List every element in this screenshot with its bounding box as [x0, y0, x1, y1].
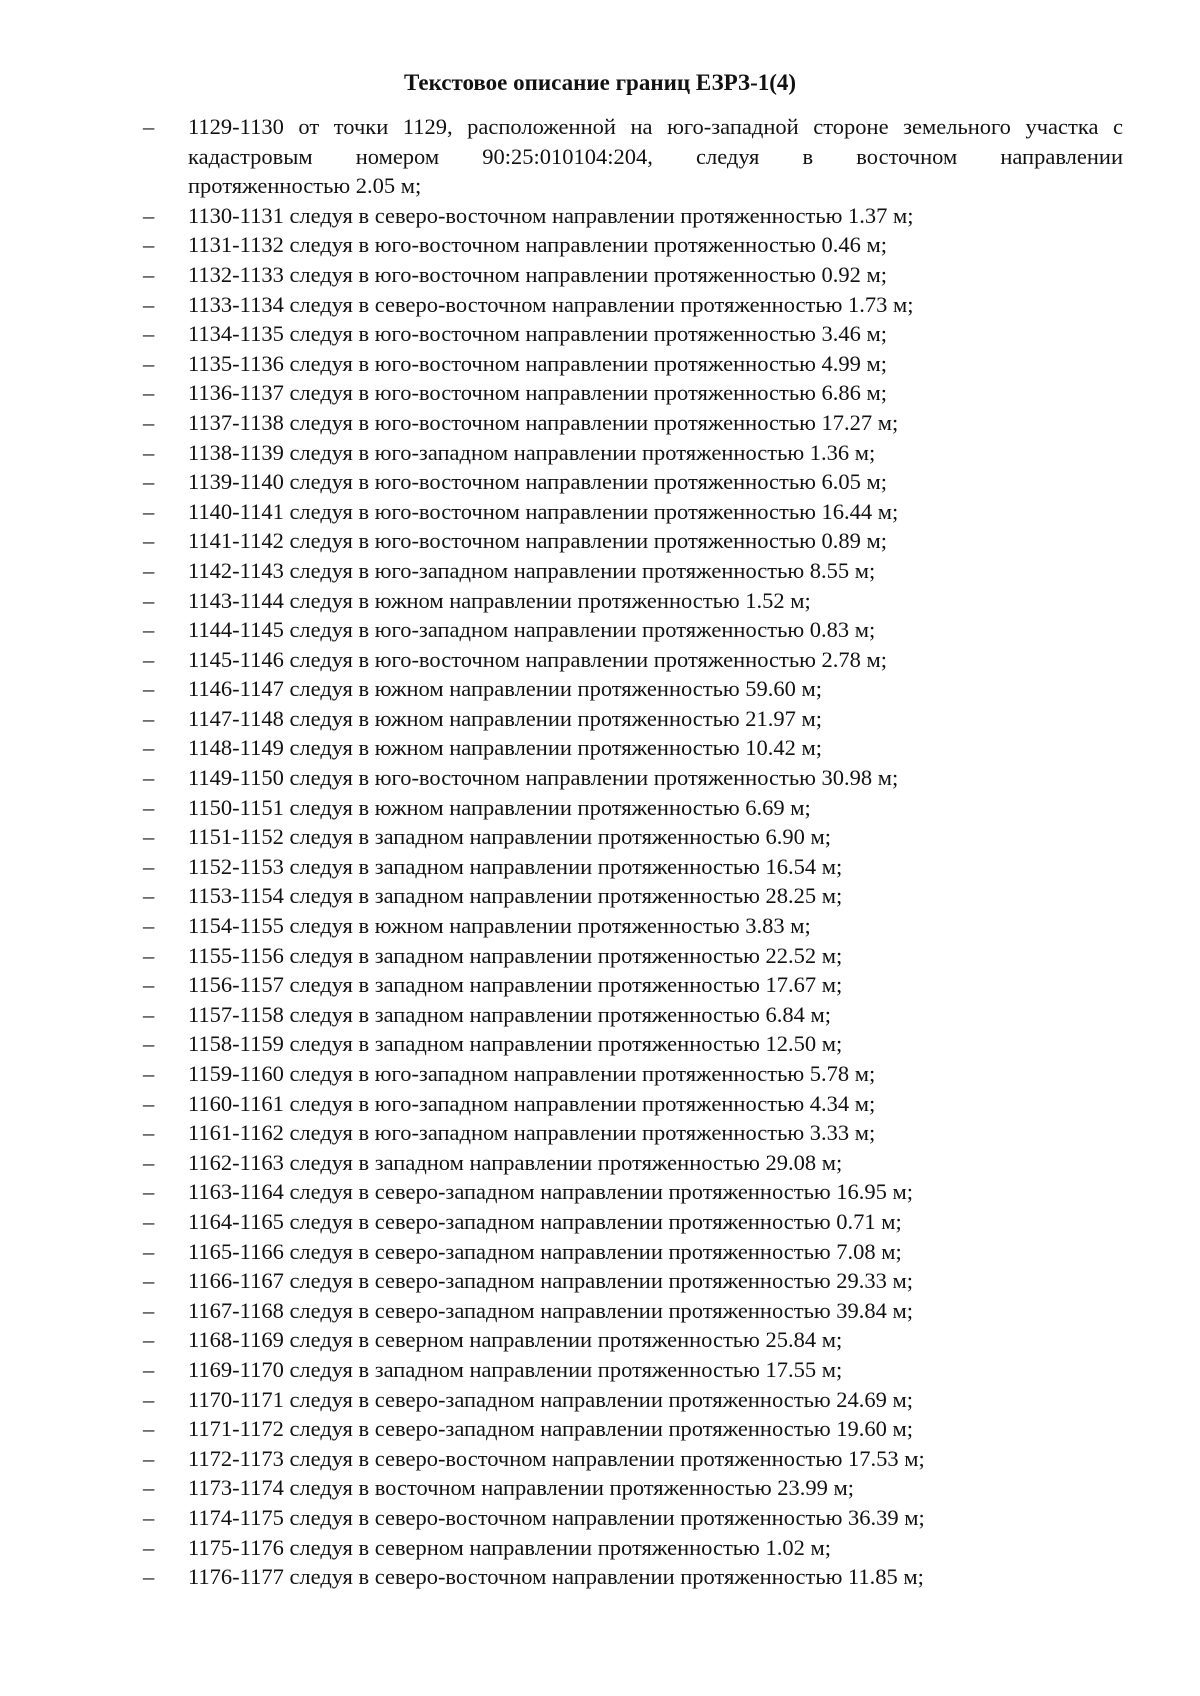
- list-item-text: 1139-1140 следуя в юго-восточном направлении протяженностью 6.05 м;: [188, 469, 888, 495]
- list-item-text: 1161-1162 следуя в юго-западном направлении протяженностью 3.33 м;: [188, 1120, 876, 1146]
- bullet-dash: –: [143, 1475, 155, 1501]
- boundary-segment-list: [0, 112, 1200, 1592]
- bullet-dash: –: [143, 913, 155, 939]
- list-item-line: протяженностью 2.05 м;: [188, 173, 422, 199]
- list-item: [0, 1414, 1123, 1444]
- list-item: [0, 438, 1123, 468]
- bullet-dash: –: [143, 1297, 155, 1323]
- bullet-dash: –: [143, 528, 155, 554]
- list-item-text: 1165-1166 следуя в северо-западном направлении протяженностью 7.08 м;: [188, 1238, 902, 1264]
- bullet-dash: –: [143, 735, 155, 761]
- list-item-text: 1158-1159 следуя в западном направлении протяженностью 12.50 м;: [188, 1031, 843, 1057]
- list-item: [0, 349, 1123, 379]
- list-item: [0, 526, 1123, 556]
- list-item: [0, 1296, 1123, 1326]
- bullet-dash: –: [143, 853, 155, 879]
- list-item-text: 1159-1160 следуя в юго-западном направлении протяженностью 5.78 м;: [188, 1061, 876, 1086]
- list-item-text: 1132-1133 следуя в юго-восточном направлении протяженностью 0.92 м;: [188, 261, 888, 287]
- list-item-text: 1137-1138 следуя в юго-восточном направлении протяженностью 17.27 м;: [188, 409, 899, 435]
- list-item: [0, 1177, 1123, 1207]
- list-item: [0, 1089, 1123, 1119]
- list-item-text: 1166-1167 следуя в северо-западном направлении протяженностью 29.33 м;: [188, 1268, 914, 1294]
- bullet-dash: –: [143, 1564, 155, 1590]
- list-item: [0, 201, 1123, 231]
- bullet-dash: –: [143, 1208, 155, 1234]
- list-item: [0, 941, 1123, 971]
- list-item-text: 1163-1164 следуя в северо-западном направлении протяженностью 16.95 м;: [188, 1179, 914, 1205]
- bullet-dash: –: [143, 587, 155, 613]
- bullet-dash: –: [143, 261, 155, 287]
- list-item: [0, 852, 1123, 882]
- list-item-text: 1143-1144 следуя в южном направлении протяженностью 1.52 м;: [188, 587, 811, 613]
- list-item-text: [188, 112, 1123, 201]
- list-item-text: 1155-1156 следуя в западном направлении протяженностью 22.52 м;: [188, 942, 843, 968]
- list-item-text: 1141-1142 следуя в юго-восточном направлении протяженностью 0.89 м;: [188, 528, 888, 554]
- list-item: [0, 1533, 1123, 1563]
- list-item: [0, 1237, 1123, 1267]
- list-item: [0, 497, 1123, 527]
- bullet-dash: –: [143, 1327, 155, 1353]
- list-item-text: 1146-1147 следуя в южном направлении протяженностью 59.60 м;: [188, 676, 823, 702]
- list-item: [0, 378, 1123, 408]
- list-item-text: 1136-1137 следуя в юго-восточном направлении протяженностью 6.86 м;: [188, 380, 888, 406]
- list-item-text: 1173-1174 следуя в восточном направлении протяженностью 23.99 м;: [188, 1475, 855, 1501]
- list-item: [0, 290, 1123, 320]
- list-item: [0, 1059, 1123, 1089]
- list-item: [0, 319, 1123, 349]
- list-item: [0, 1385, 1123, 1415]
- list-item-text: 1167-1168 следуя в северо-западном направлении протяженностью 39.84 м;: [188, 1297, 914, 1323]
- bullet-dash: –: [143, 321, 155, 347]
- bullet-dash: –: [143, 350, 155, 376]
- bullet-dash: –: [143, 705, 155, 731]
- list-item-text: 1135-1136 следуя в юго-восточном направлении протяженностью 4.99 м;: [188, 350, 888, 376]
- list-item-text: 1140-1141 следуя в юго-восточном направлении протяженностью 16.44 м;: [188, 498, 899, 524]
- list-item: [0, 763, 1123, 793]
- list-item: [0, 881, 1123, 911]
- list-item-text: 1144-1145 следуя в юго-западном направлении протяженностью 0.83 м;: [188, 617, 876, 643]
- list-item-text: 1175-1176 следуя в северном направлении протяженностью 1.02 м;: [188, 1534, 831, 1560]
- list-item-text: 1162-1163 следуя в западном направлении протяженностью 29.08 м;: [188, 1149, 843, 1175]
- bullet-dash: –: [143, 1238, 155, 1264]
- bullet-dash: –: [143, 1386, 155, 1412]
- list-item: [0, 615, 1123, 645]
- list-item-text: 1134-1135 следуя в юго-восточном направлении протяженностью 3.46 м;: [188, 321, 888, 347]
- list-item-text: 1131-1132 следуя в юго-восточном направлении протяженностью 0.46 м;: [188, 232, 888, 258]
- list-item-text: 1150-1151 следуя в южном направлении протяженностью 6.69 м;: [188, 794, 811, 820]
- list-item: [0, 1266, 1123, 1296]
- bullet-dash: –: [143, 114, 155, 139]
- bullet-dash: –: [143, 824, 155, 850]
- bullet-dash: –: [143, 469, 155, 495]
- bullet-dash: –: [143, 232, 155, 258]
- bullet-dash: –: [143, 1001, 155, 1027]
- bullet-dash: –: [143, 291, 155, 317]
- list-item: [0, 645, 1123, 675]
- list-item-text: 1147-1148 следуя в южном направлении протяженностью 21.97 м;: [188, 705, 823, 731]
- list-item-text: 1172-1173 следуя в северо-восточном направлении протяженностью 17.53 м;: [188, 1445, 925, 1471]
- list-item-text: 1176-1177 следуя в северо-восточном направлении протяженностью 11.85 м;: [188, 1564, 924, 1590]
- bullet-dash: –: [143, 646, 155, 672]
- list-item-text: 1138-1139 следуя в юго-западном направлении протяженностью 1.36 м;: [188, 439, 876, 465]
- list-item: [0, 1355, 1123, 1385]
- list-item-text: 1152-1153 следуя в западном направлении протяженностью 16.54 м;: [188, 853, 843, 879]
- bullet-dash: –: [143, 972, 155, 998]
- list-item-text: 1142-1143 следуя в юго-западном направлении протяженностью 8.55 м;: [188, 557, 876, 583]
- bullet-dash: –: [143, 1504, 155, 1530]
- list-item: [0, 1000, 1123, 1030]
- list-item: [0, 230, 1123, 260]
- list-item-line: кадастровым номером 90:25:010104:204, следуя в восточном направлении: [188, 143, 1123, 169]
- list-item-text: 1157-1158 следуя в западном направлении протяженностью 6.84 м;: [188, 1001, 832, 1027]
- bullet-dash: –: [143, 765, 155, 791]
- bullet-dash: –: [143, 409, 155, 435]
- list-item-text: 1171-1172 следуя в северо-западном направлении протяженностью 19.60 м;: [188, 1416, 914, 1442]
- bullet-dash: –: [143, 1445, 155, 1471]
- list-item: [0, 733, 1123, 763]
- bullet-dash: –: [143, 380, 155, 406]
- bullet-dash: –: [143, 617, 155, 643]
- list-item-text: 1148-1149 следуя в южном направлении протяженностью 10.42 м;: [188, 735, 823, 761]
- list-item: [0, 1444, 1123, 1474]
- list-item: [0, 112, 1123, 201]
- list-item-text: 1168-1169 следуя в северном направлении протяженностью 25.84 м;: [188, 1327, 843, 1353]
- list-item-text: 1153-1154 следуя в западном направлении протяженностью 28.25 м;: [188, 883, 843, 909]
- list-item-text: 1145-1146 следуя в юго-восточном направлении протяженностью 2.78 м;: [188, 646, 888, 672]
- list-item: [0, 970, 1123, 1000]
- bullet-dash: –: [143, 1120, 155, 1146]
- list-item: [0, 467, 1123, 497]
- list-item: [0, 1029, 1123, 1059]
- list-item: [0, 1148, 1123, 1178]
- bullet-dash: –: [143, 498, 155, 524]
- bullet-dash: –: [143, 439, 155, 465]
- bullet-dash: –: [143, 942, 155, 968]
- bullet-dash: –: [143, 1416, 155, 1442]
- list-item: [0, 556, 1123, 586]
- list-item: [0, 793, 1123, 823]
- bullet-dash: –: [143, 1149, 155, 1175]
- bullet-dash: –: [143, 1179, 155, 1205]
- bullet-dash: –: [143, 794, 155, 820]
- list-item: [0, 1325, 1123, 1355]
- list-item: [0, 1207, 1123, 1237]
- list-item: [0, 704, 1123, 734]
- list-item-text: 1160-1161 следуя в юго-западном направлении протяженностью 4.34 м;: [188, 1090, 876, 1116]
- list-item: [0, 1473, 1123, 1503]
- list-item: [0, 1503, 1123, 1533]
- page-title: Текстовое описание границ ЕЗРЗ-1(4): [403, 70, 797, 95]
- list-item-text: 1156-1157 следуя в западном направлении протяженностью 17.67 м;: [188, 972, 843, 998]
- bullet-dash: –: [143, 1356, 155, 1382]
- list-item: [0, 911, 1123, 941]
- list-item: [0, 260, 1123, 290]
- bullet-dash: –: [143, 202, 155, 228]
- list-item-text: 1164-1165 следуя в северо-западном направлении протяженностью 0.71 м;: [188, 1208, 902, 1234]
- bullet-dash: –: [143, 1031, 155, 1057]
- bullet-dash: –: [143, 676, 155, 702]
- bullet-dash: –: [143, 1534, 155, 1560]
- list-item: [0, 1562, 1123, 1592]
- list-item-text: 1151-1152 следуя в западном направлении протяженностью 6.90 м;: [188, 824, 832, 850]
- list-item: [0, 822, 1123, 852]
- list-item-text: 1149-1150 следуя в юго-восточном направлении протяженностью 30.98 м;: [188, 765, 899, 791]
- bullet-dash: –: [143, 883, 155, 909]
- list-item-text: 1133-1134 следуя в северо-восточном направлении протяженностью 1.73 м;: [188, 291, 914, 317]
- bullet-dash: –: [143, 1268, 155, 1294]
- bullet-dash: –: [143, 557, 155, 583]
- list-item-text: 1170-1171 следуя в северо-западном направлении протяженностью 24.69 м;: [188, 1386, 914, 1412]
- bullet-dash: –: [143, 1090, 155, 1116]
- list-item-line: 1129-1130 от точки 1129, расположенной на юго-западной стороне земельного участка с: [188, 114, 1123, 139]
- bullet-dash: –: [143, 1061, 155, 1086]
- list-item: [0, 1118, 1123, 1148]
- list-item: [0, 408, 1123, 438]
- list-item: [0, 586, 1123, 616]
- list-item-text: 1169-1170 следуя в западном направлении протяженностью 17.55 м;: [188, 1356, 843, 1382]
- list-item-text: 1174-1175 следуя в северо-восточном направлении протяженностью 36.39 м;: [188, 1504, 925, 1530]
- list-item-text: 1154-1155 следуя в южном направлении протяженностью 3.83 м;: [188, 913, 811, 939]
- list-item: [0, 674, 1123, 704]
- list-item-text: 1130-1131 следуя в северо-восточном направлении протяженностью 1.37 м;: [188, 202, 914, 228]
